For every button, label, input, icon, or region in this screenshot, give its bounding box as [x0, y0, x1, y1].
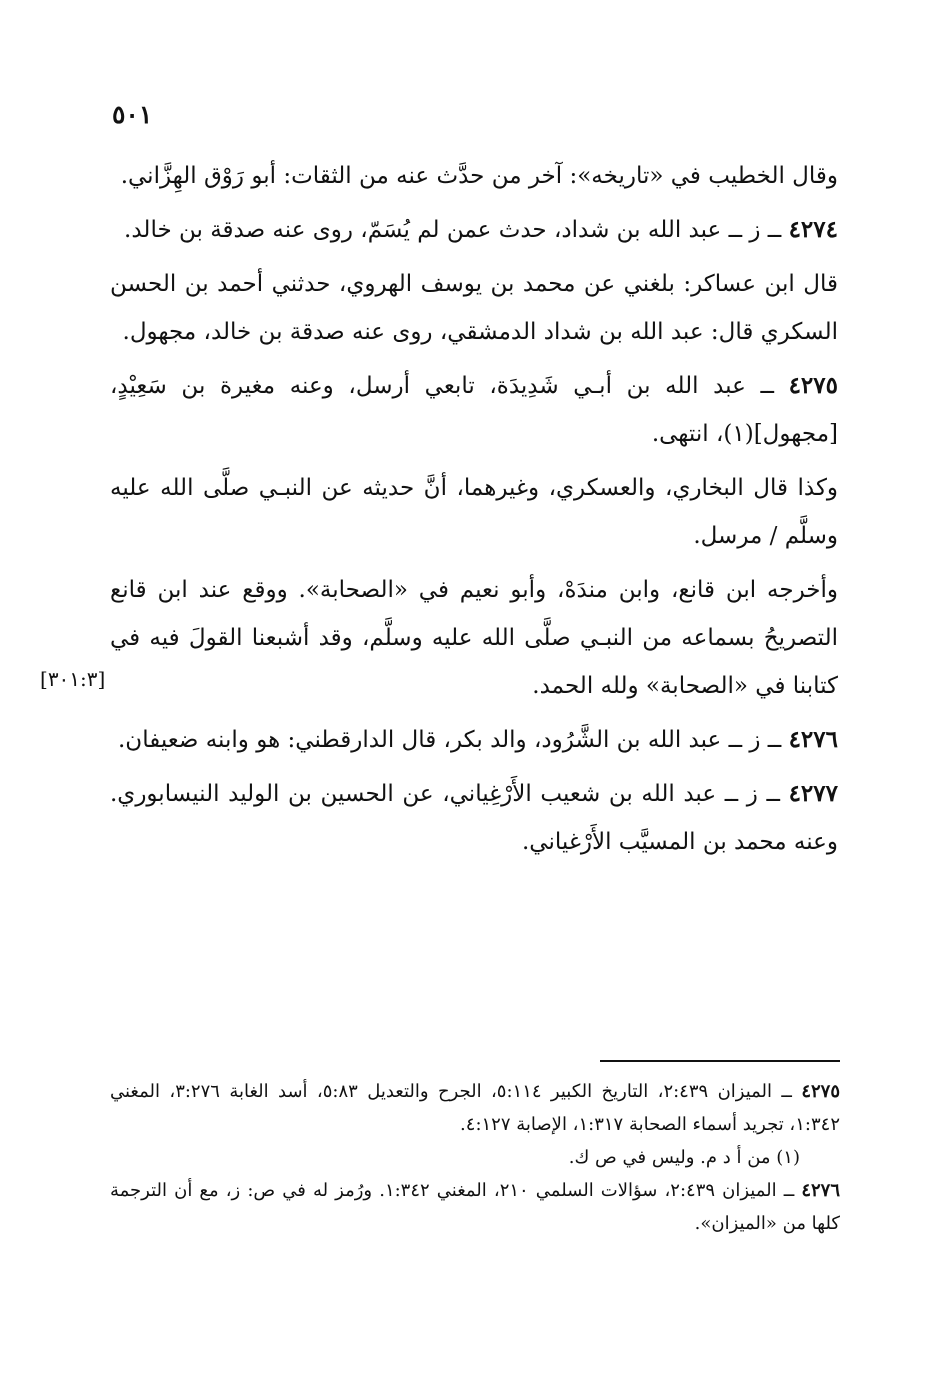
footnote [110, 1174, 840, 1240]
entry-paragraph [110, 362, 838, 458]
paragraph [110, 464, 838, 560]
footnote-text: ــ الميزان ٢:٤٣٩، التاريخ الكبير ٥:١١٤، الجرح والتعديل ٥:٨٣، أسد الغابة ٣:٢٧٦، المغني ١:٣٤٢، تجريد أسماء الصحابة ١:٣١٧، الإصابة ٤:١٢٧. [110, 1081, 840, 1135]
paragraph-text: ــ عبد الله بن أبـي شَدِيدَة، تابعي أرسل، وعنه مغيرة بن سَعِيْدٍ، [مجهول](١)، انتهى. [110, 373, 838, 447]
footnote-entry-number: ٤٢٧٦ [801, 1180, 841, 1201]
entry-paragraph [110, 206, 838, 254]
paragraph-text: ــ ز ــ عبد الله بن شعيب الأَرْغِياني، عن الحسين بن الوليد النيسابوري. وعنه محمد بن المسيَّب الأَرْغياني. [110, 781, 838, 855]
paragraph [110, 260, 838, 356]
page-number: ٥٠١ [112, 100, 153, 129]
paragraph [110, 152, 838, 200]
entry-number: ٤٢٧٧ [788, 780, 838, 807]
main-text [110, 152, 838, 872]
marginal-reference: [٣٠١:٣] [40, 667, 106, 691]
entry-number: ٤٢٧٦ [788, 726, 838, 753]
paragraph-text: وقال الخطيب في «تاريخه»: آخر من حدَّث عنه من الثقات: أبو رَوْق الهِزَّاني. [120, 163, 838, 189]
footnote-entry-number: ٤٢٧٥ [801, 1081, 841, 1102]
paragraph-text: قال ابن عساكر: بلغني عن محمد بن يوسف الهروي، حدثني أحمد بن الحسن السكري قال: عبد الله بن شداد الدمشقي، روى عنه صدقة بن خالد، مجهول. [110, 271, 838, 345]
paragraph-text: ــ ز ــ عبد الله بن شداد، حدث عمن لم يُسَمّ، روى عنه صدقة بن خالد. [124, 217, 789, 243]
footnote [110, 1141, 840, 1174]
footnote [110, 1075, 840, 1141]
footnote-text: ــ الميزان ٢:٤٣٩، سؤالات السلمي ٢١٠، المغني ١:٣٤٢. ورُمز له في ص: ز، مع أن الترجمة كلها من «الميزان». [110, 1180, 840, 1234]
footnote-divider [600, 1060, 840, 1062]
paragraph-text: ــ ز ــ عبد الله بن الشَّرُود، والد بكر، قال الدارقطني: هو وابنه ضعيفان. [118, 727, 789, 753]
paragraph-text: وأخرجه ابن قانع، وابن مندَهْ، وأبو نعيم في «الصحابة». ووقع عند ابن قانع التصريحُ بسماعه من النبـي صلَّى الله عليه وسلَّم، وقد أشبعنا القولَ فيه في كتابنا في «الصحابة» ولله الحمد. [110, 577, 838, 699]
entry-number: ٤٢٧٥ [788, 372, 838, 399]
paragraph [110, 566, 838, 710]
entry-number: ٤٢٧٤ [788, 216, 838, 243]
footnote-text: (١) من أ د م. وليس في ص ك. [568, 1147, 800, 1168]
entry-paragraph [110, 770, 838, 866]
footnotes [110, 1075, 840, 1240]
paragraph-text: وكذا قال البخاري، والعسكري، وغيرهما، أنَّ حديثه عن النبـي صلَّى الله عليه وسلَّم / مرسل. [110, 475, 838, 549]
entry-paragraph [110, 716, 838, 764]
